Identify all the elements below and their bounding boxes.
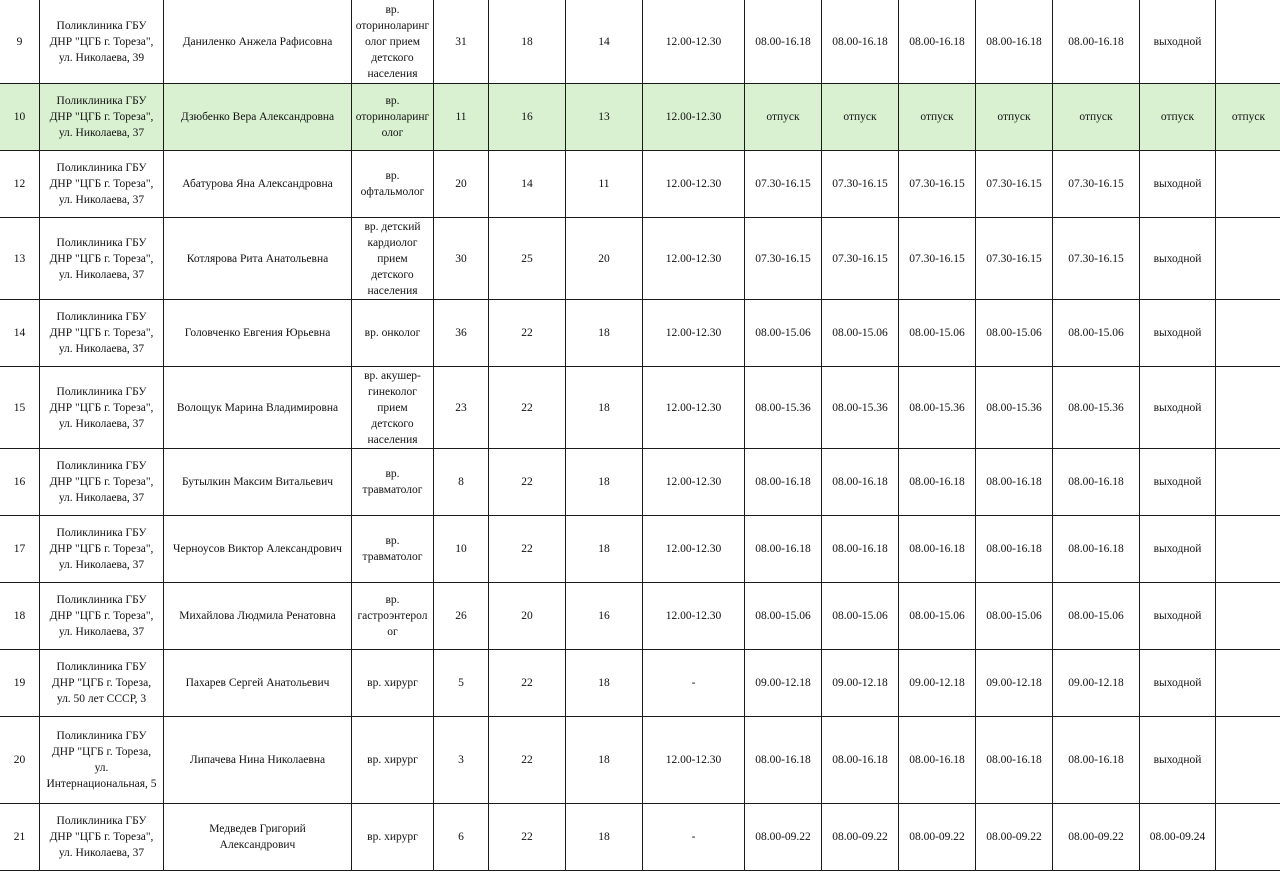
count-cell: 18 [566, 516, 643, 583]
count-cell: 22 [489, 449, 566, 516]
day-schedule-cell: выходной [1140, 650, 1216, 717]
count-cell: 18 [566, 804, 643, 871]
day-schedule-cell: 08.00-16.18 [1053, 449, 1140, 516]
day-schedule-cell: 08.00-09.22 [976, 804, 1053, 871]
table-row [0, 0, 1280, 84]
clinic-address-cell: Поликлиника ГБУ ДНР "ЦГБ г. Тореза", ул. Николаева, 37 [40, 583, 164, 650]
break-time-cell: 12.00-12.30 [643, 516, 745, 583]
doctor-name-cell: Котлярова Рита Анатольевна [164, 218, 352, 300]
day-schedule-cell [1216, 650, 1280, 717]
count-cell: 11 [566, 151, 643, 218]
clinic-address-cell: Поликлиника ГБУ ДНР "ЦГБ г. Тореза, ул. 50 лет СССР, 3 [40, 650, 164, 717]
day-schedule-cell: 08.00-16.18 [976, 717, 1053, 804]
day-schedule-cell: 08.00-16.18 [745, 0, 822, 84]
doctor-name-cell: Пахарев Сергей Анатольевич [164, 650, 352, 717]
specialty-cell: вр. хирург [352, 804, 434, 871]
day-schedule-cell: 08.00-16.18 [1053, 0, 1140, 84]
clinic-address-cell: Поликлиника ГБУ ДНР "ЦГБ г. Тореза", ул. Николаева, 37 [40, 151, 164, 218]
count-cell: 5 [434, 650, 489, 717]
day-schedule-cell [1216, 804, 1280, 871]
count-cell: 10 [434, 516, 489, 583]
day-schedule-cell: 08.00-09.24 [1140, 804, 1216, 871]
day-schedule-cell: 08.00-09.22 [822, 804, 899, 871]
day-schedule-cell: 08.00-16.18 [822, 0, 899, 84]
day-schedule-cell: 08.00-15.36 [1053, 367, 1140, 449]
doctor-name-cell: Липачева Нина Николаевна [164, 717, 352, 804]
break-time-cell: 12.00-12.30 [643, 151, 745, 218]
day-schedule-cell: 08.00-15.06 [1053, 583, 1140, 650]
break-time-cell: 12.00-12.30 [643, 367, 745, 449]
doctor-name-cell: Головченко Евгения Юрьевна [164, 300, 352, 367]
count-cell: 3 [434, 717, 489, 804]
day-schedule-cell: 07.30-16.15 [976, 151, 1053, 218]
count-cell: 18 [566, 449, 643, 516]
specialty-cell: вр. акушер- гинеколог прием детского населения [352, 367, 434, 449]
doctor-name-cell: Михайлова Людмила Ренатовна [164, 583, 352, 650]
day-schedule-cell: 08.00-09.22 [1053, 804, 1140, 871]
row-number-cell: 9 [0, 0, 40, 84]
row-number-cell: 20 [0, 717, 40, 804]
day-schedule-cell [1216, 367, 1280, 449]
specialty-cell: вр. оториноларинг олог прием детского населения [352, 0, 434, 84]
count-cell: 20 [434, 151, 489, 218]
day-schedule-cell: 08.00-16.18 [976, 0, 1053, 84]
break-time-cell: 12.00-12.30 [643, 218, 745, 300]
count-cell: 30 [434, 218, 489, 300]
day-schedule-cell: отпуск [745, 84, 822, 151]
day-schedule-cell: 08.00-15.06 [822, 300, 899, 367]
day-schedule-cell: 08.00-15.36 [899, 367, 976, 449]
specialty-cell: вр. гастроэнтерол ог [352, 583, 434, 650]
day-schedule-cell: выходной [1140, 0, 1216, 84]
table-row [0, 300, 1280, 367]
day-schedule-cell: выходной [1140, 300, 1216, 367]
count-cell: 13 [566, 84, 643, 151]
count-cell: 25 [489, 218, 566, 300]
day-schedule-cell [1216, 717, 1280, 804]
specialty-cell: вр. офтальмолог [352, 151, 434, 218]
count-cell: 14 [489, 151, 566, 218]
break-time-cell: 12.00-12.30 [643, 300, 745, 367]
clinic-address-cell: Поликлиника ГБУ ДНР "ЦГБ г. Тореза", ул. Николаева, 37 [40, 449, 164, 516]
count-cell: 18 [566, 300, 643, 367]
doctor-name-cell: Волощук Марина Владимировна [164, 367, 352, 449]
table-row [0, 804, 1280, 871]
day-schedule-cell: отпуск [899, 84, 976, 151]
table-row [0, 84, 1280, 151]
table-row [0, 218, 1280, 300]
day-schedule-cell: 08.00-16.18 [745, 516, 822, 583]
clinic-address-cell: Поликлиника ГБУ ДНР "ЦГБ г. Тореза", ул. Николаева, 37 [40, 804, 164, 871]
doctor-name-cell: Бутылкин Максим Витальевич [164, 449, 352, 516]
day-schedule-cell: отпуск [1140, 84, 1216, 151]
clinic-address-cell: Поликлиника ГБУ ДНР "ЦГБ г. Тореза", ул. Николаева, 37 [40, 218, 164, 300]
count-cell: 20 [489, 583, 566, 650]
count-cell: 22 [489, 300, 566, 367]
specialty-cell: вр. хирург [352, 717, 434, 804]
count-cell: 31 [434, 0, 489, 84]
day-schedule-cell [1216, 516, 1280, 583]
specialty-cell: вр. оториноларинг олог [352, 84, 434, 151]
count-cell: 22 [489, 650, 566, 717]
day-schedule-cell: выходной [1140, 583, 1216, 650]
table-row [0, 717, 1280, 804]
day-schedule-cell: 08.00-16.18 [976, 449, 1053, 516]
day-schedule-cell: 08.00-16.18 [899, 449, 976, 516]
table-row [0, 650, 1280, 717]
doctor-name-cell: Медведев Григорий Александрович [164, 804, 352, 871]
day-schedule-cell: 08.00-15.06 [822, 583, 899, 650]
break-time-cell: 12.00-12.30 [643, 583, 745, 650]
day-schedule-cell: 08.00-15.06 [1053, 300, 1140, 367]
day-schedule-cell [1216, 449, 1280, 516]
day-schedule-cell: 08.00-16.18 [899, 516, 976, 583]
table-row [0, 367, 1280, 449]
clinic-address-cell: Поликлиника ГБУ ДНР "ЦГБ г. Тореза", ул. Николаева, 37 [40, 300, 164, 367]
day-schedule-cell: 08.00-16.18 [822, 717, 899, 804]
day-schedule-cell [1216, 218, 1280, 300]
specialty-cell: вр. онколог [352, 300, 434, 367]
count-cell: 36 [434, 300, 489, 367]
day-schedule-cell: 08.00-16.18 [822, 516, 899, 583]
clinic-address-cell: Поликлиника ГБУ ДНР "ЦГБ г. Тореза", ул. Николаева, 37 [40, 516, 164, 583]
row-number-cell: 15 [0, 367, 40, 449]
day-schedule-cell: 08.00-15.06 [745, 583, 822, 650]
day-schedule-cell: 08.00-09.22 [899, 804, 976, 871]
day-schedule-cell: 08.00-15.06 [976, 300, 1053, 367]
row-number-cell: 10 [0, 84, 40, 151]
day-schedule-cell [1216, 583, 1280, 650]
day-schedule-cell: 08.00-16.18 [822, 449, 899, 516]
day-schedule-cell: 09.00-12.18 [822, 650, 899, 717]
day-schedule-cell: выходной [1140, 516, 1216, 583]
row-number-cell: 18 [0, 583, 40, 650]
break-time-cell: 12.00-12.30 [643, 0, 745, 84]
day-schedule-cell: отпуск [1053, 84, 1140, 151]
count-cell: 8 [434, 449, 489, 516]
count-cell: 18 [489, 0, 566, 84]
doctor-name-cell: Даниленко Анжела Рафисовна [164, 0, 352, 84]
count-cell: 14 [566, 0, 643, 84]
count-cell: 22 [489, 804, 566, 871]
day-schedule-cell: выходной [1140, 218, 1216, 300]
day-schedule-cell: 08.00-16.18 [899, 717, 976, 804]
day-schedule-cell: 07.30-16.15 [822, 151, 899, 218]
day-schedule-cell: 09.00-12.18 [899, 650, 976, 717]
clinic-address-cell: Поликлиника ГБУ ДНР "ЦГБ г. Тореза, ул. Интернациональная, 5 [40, 717, 164, 804]
day-schedule-cell: 08.00-15.36 [745, 367, 822, 449]
count-cell: 23 [434, 367, 489, 449]
count-cell: 11 [434, 84, 489, 151]
day-schedule-cell: выходной [1140, 367, 1216, 449]
count-cell: 16 [489, 84, 566, 151]
day-schedule-cell: 08.00-16.18 [1053, 717, 1140, 804]
day-schedule-cell: 07.30-16.15 [1053, 151, 1140, 218]
day-schedule-cell: 08.00-15.06 [976, 583, 1053, 650]
count-cell: 16 [566, 583, 643, 650]
clinic-address-cell: Поликлиника ГБУ ДНР "ЦГБ г. Тореза", ул. Николаева, 37 [40, 84, 164, 151]
day-schedule-cell: выходной [1140, 151, 1216, 218]
count-cell: 26 [434, 583, 489, 650]
day-schedule-cell: 08.00-09.22 [745, 804, 822, 871]
clinic-address-cell: Поликлиника ГБУ ДНР "ЦГБ г. Тореза", ул. Николаева, 37 [40, 367, 164, 449]
row-number-cell: 12 [0, 151, 40, 218]
day-schedule-cell: 08.00-15.36 [976, 367, 1053, 449]
specialty-cell: вр. травматолог [352, 516, 434, 583]
break-time-cell: - [643, 804, 745, 871]
count-cell: 18 [566, 367, 643, 449]
day-schedule-cell: отпуск [976, 84, 1053, 151]
break-time-cell: 12.00-12.30 [643, 449, 745, 516]
specialty-cell: вр. травматолог [352, 449, 434, 516]
break-time-cell: - [643, 650, 745, 717]
table-row [0, 583, 1280, 650]
break-time-cell: 12.00-12.30 [643, 84, 745, 151]
count-cell: 18 [566, 650, 643, 717]
day-schedule-cell: 08.00-16.18 [899, 0, 976, 84]
day-schedule-cell: 08.00-15.06 [745, 300, 822, 367]
count-cell: 6 [434, 804, 489, 871]
day-schedule-cell: 07.30-16.15 [822, 218, 899, 300]
row-number-cell: 21 [0, 804, 40, 871]
day-schedule-cell: выходной [1140, 717, 1216, 804]
day-schedule-cell: 09.00-12.18 [1053, 650, 1140, 717]
doctor-name-cell: Черноусов Виктор Александрович [164, 516, 352, 583]
doctor-name-cell: Дзюбенко Вера Александровна [164, 84, 352, 151]
day-schedule-cell: 08.00-16.18 [976, 516, 1053, 583]
row-number-cell: 17 [0, 516, 40, 583]
day-schedule-cell [1216, 151, 1280, 218]
day-schedule-cell: 08.00-16.18 [745, 717, 822, 804]
doctor-name-cell: Абатурова Яна Александровна [164, 151, 352, 218]
day-schedule-cell: отпуск [1216, 84, 1280, 151]
count-cell: 18 [566, 717, 643, 804]
day-schedule-cell: отпуск [822, 84, 899, 151]
day-schedule-cell: 08.00-15.36 [822, 367, 899, 449]
day-schedule-cell: 08.00-16.18 [745, 449, 822, 516]
table-row [0, 516, 1280, 583]
row-number-cell: 13 [0, 218, 40, 300]
day-schedule-cell: 08.00-16.18 [1053, 516, 1140, 583]
day-schedule-cell: 07.30-16.15 [899, 151, 976, 218]
specialty-cell: вр. хирург [352, 650, 434, 717]
day-schedule-cell: 07.30-16.15 [745, 151, 822, 218]
row-number-cell: 16 [0, 449, 40, 516]
day-schedule-cell: 08.00-15.06 [899, 583, 976, 650]
break-time-cell: 12.00-12.30 [643, 717, 745, 804]
day-schedule-cell: 07.30-16.15 [745, 218, 822, 300]
day-schedule-cell [1216, 300, 1280, 367]
row-number-cell: 19 [0, 650, 40, 717]
count-cell: 22 [489, 367, 566, 449]
day-schedule-cell: 08.00-15.06 [899, 300, 976, 367]
count-cell: 20 [566, 218, 643, 300]
count-cell: 22 [489, 717, 566, 804]
day-schedule-cell: 07.30-16.15 [899, 218, 976, 300]
day-schedule-cell: 07.30-16.15 [1053, 218, 1140, 300]
clinic-address-cell: Поликлиника ГБУ ДНР "ЦГБ г. Тореза", ул. Николаева, 39 [40, 0, 164, 84]
day-schedule-cell: 09.00-12.18 [976, 650, 1053, 717]
table-row [0, 449, 1280, 516]
count-cell: 22 [489, 516, 566, 583]
day-schedule-cell: выходной [1140, 449, 1216, 516]
table-row [0, 151, 1280, 218]
day-schedule-cell: 09.00-12.18 [745, 650, 822, 717]
specialty-cell: вр. детский кардиолог прием детского населения [352, 218, 434, 300]
day-schedule-cell: 07.30-16.15 [976, 218, 1053, 300]
day-schedule-cell [1216, 0, 1280, 84]
row-number-cell: 14 [0, 300, 40, 367]
